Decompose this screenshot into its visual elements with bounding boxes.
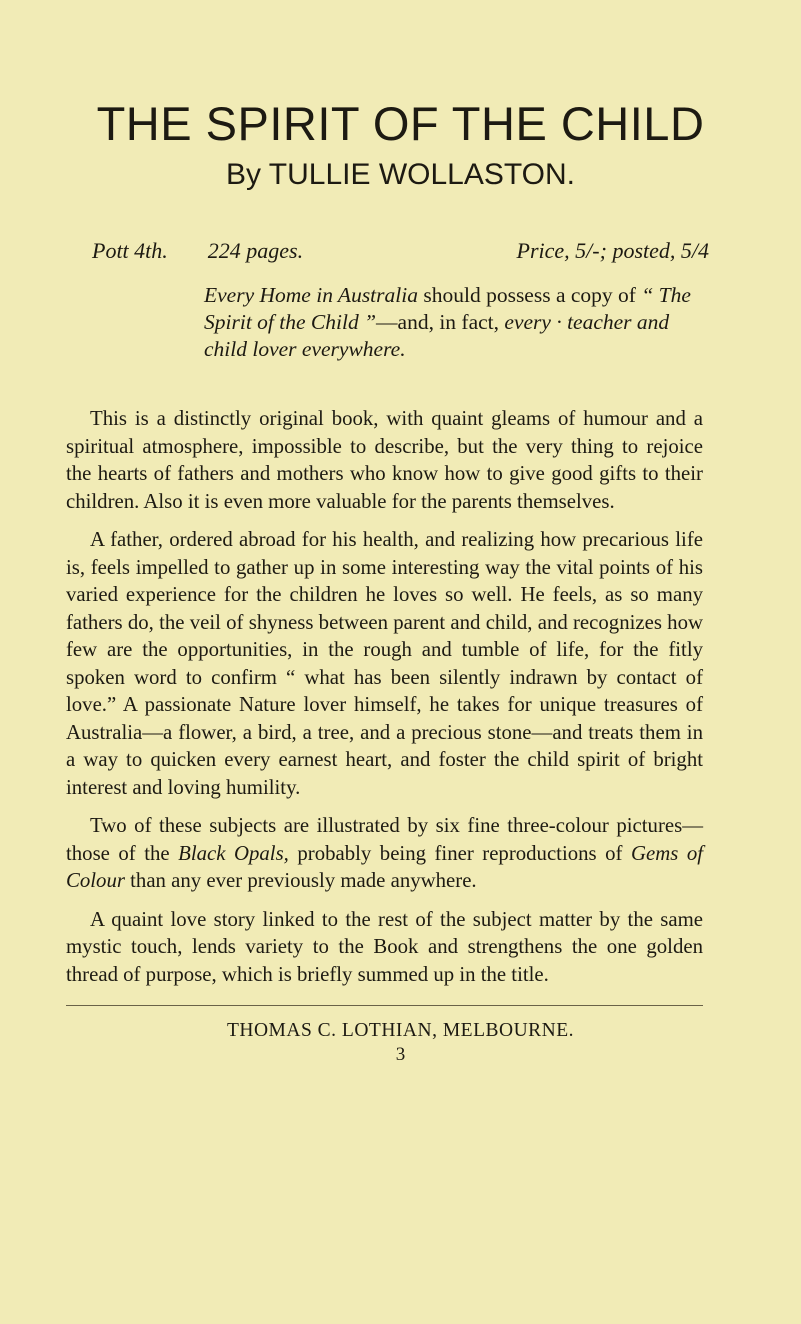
book-title: THE SPIRIT OF THE CHILD <box>96 97 705 150</box>
paragraph-2: A father, ordered abroad for his health, and realizing how precarious life is, feels impelled to gather up in some interesting way the vital points of his varied experience for the children he loves so well. He feels, as so many fathers do, the veil of shyness between parent and child, and recognizes how few are the opportunities, in the rough and tumble of life, for the fitly spoken word to confirm “ what has been silently indrawn by contact of love.” A passionate Nature lover himself, he takes for unique treasures of Australia—a flower, a bird, a tree, and a precious stone—and treats them in a way to quicken every earnest heart, and foster the child spirit of bright interest and loving humility. <box>66 528 703 799</box>
book-format: Pott 4th. <box>92 238 168 263</box>
publisher: THOMAS C. LOTHIAN, MELBOURNE. <box>226 1020 575 1041</box>
paragraph-3-part-a: Two of these subjects are illustrated by six fine three-colour pictures—those of the <box>66 814 703 865</box>
page-count: 224 pages. <box>207 238 304 263</box>
paragraph-3-part-b: Black Opals, <box>178 841 289 865</box>
price: Price, 5/-; posted, 5/4 <box>516 238 709 263</box>
description <box>66 405 703 999</box>
lead-part-4: —and, in fact, <box>376 310 505 334</box>
paragraph-3-part-d: Gems of Colour <box>66 841 703 892</box>
byline-prefix: By <box>225 158 261 191</box>
lead-statement <box>204 282 709 363</box>
book-details <box>92 240 709 262</box>
lead-part-5: every · teacher and child lover everywhere. <box>204 310 670 361</box>
paragraph-3 <box>66 812 703 895</box>
paragraph-4: A quaint love story linked to the rest of the subject matter by the same mystic touch, lends variety to the Book and strengthens the one golden thread of purpose, which is briefly summed up in the title. <box>66 907 703 986</box>
paragraph-1: This is a distinctly original book, with quaint gleams of humour and a spiritual atmosphere, impossible to describe, but the very thing to rejoice the hearts of fathers and mothers who know how to give good gifts to their children. Also it is even more valuable for the parents themselves. <box>66 407 703 513</box>
paragraph-3-part-c: probably being finer reproductions of <box>288 841 631 865</box>
paragraph-3-part-e: than any ever previously made anywhere. <box>124 869 477 892</box>
author-name: TULLIE WOLLASTON. <box>268 158 575 191</box>
lead-part-2: should possess a copy of <box>417 283 642 307</box>
divider <box>66 1005 703 1006</box>
byline <box>0 160 801 190</box>
lead-part-1: Every Home in Australia <box>204 283 418 307</box>
lead-part-3: “ The Spirit of the Child ” <box>204 283 691 334</box>
page-number: 3 <box>395 1044 406 1065</box>
